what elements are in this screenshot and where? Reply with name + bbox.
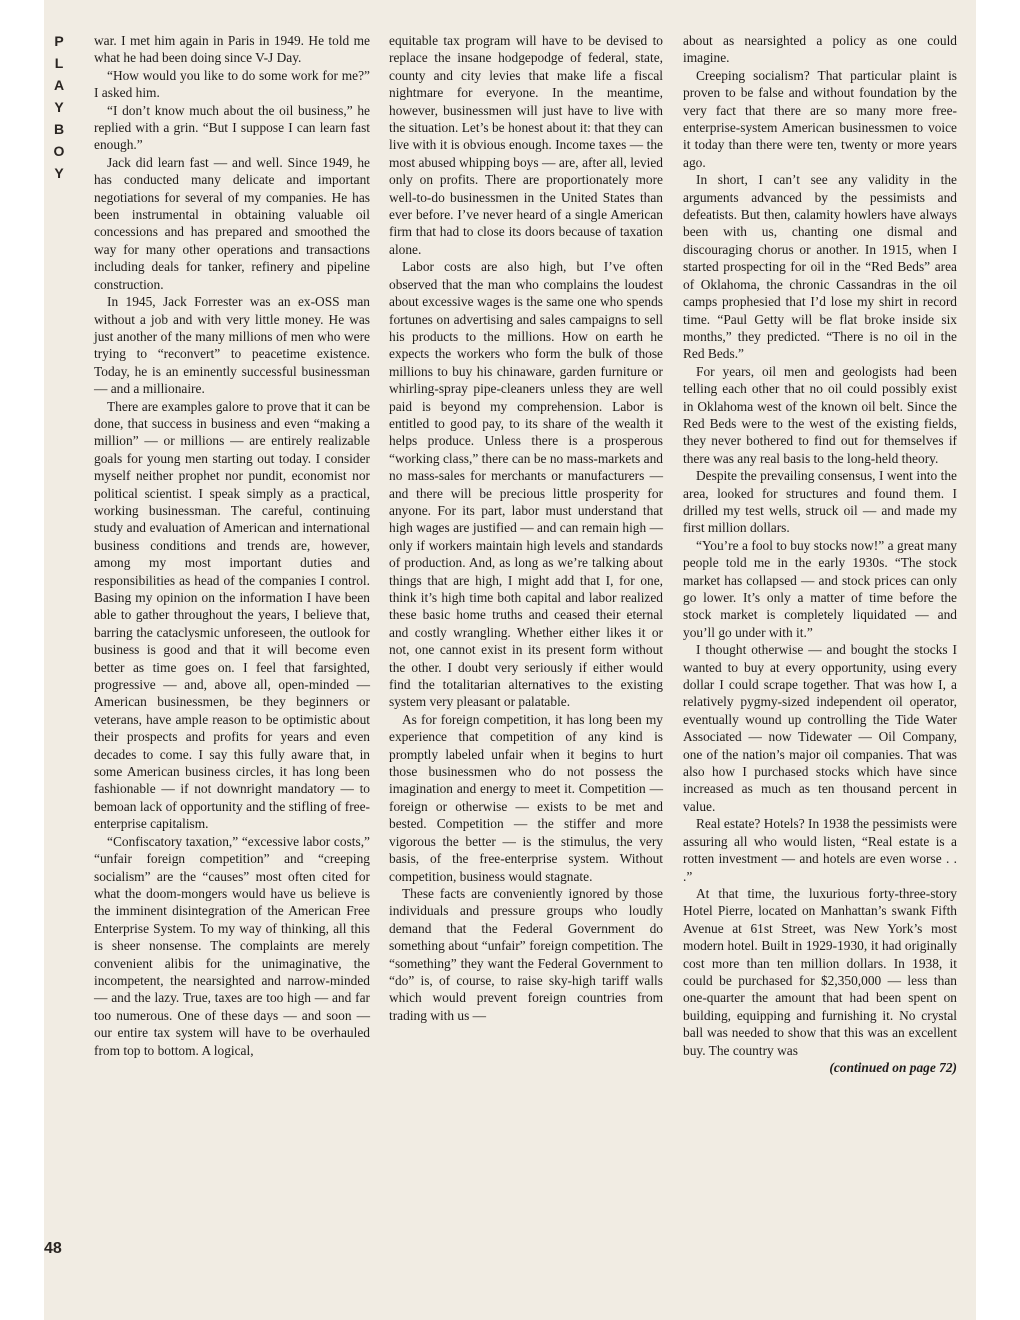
spine-letter: O [53, 143, 65, 159]
paragraph: There are examples galore to prove that it can be done, that success in business and even “making a million” — or millions — are entirely realizable goals for young men starting out today. I consider myself neither prophet nor pundit, economist nor political scientist. I speak simply as a practical, working businessman. The careful, continuing study and evaluation of American and international business conditions and trends are, however, among my most important duties and responsibilities as head of the companies I control. Basing my opinion on the information I have been able to gather throughout the years, I believe that, barring the cataclysmic unforeseen, the outlook for business is good and that it will become even better as time goes on. I feel that farsighted, progressive — and, above all, open-minded — American businessmen, be they beginners or veterans, have ample reason to be optimistic about their prospects and profits for years and even decades to come. I say this fully aware that, in some American business circles, it has long been fashionable — if not downright mandatory — to bemoan lack of opportunity and the stifling of free-enterprise capitalism. [94, 398, 370, 832]
paragraph: equitable tax program will have to be devised to replace the insane hodgepodge of federal, state, county and city levies that make life a fiscal nightmare for everyone. In the meantime, however, businessmen will just have to live with the situation. Let’s be honest about it: that they can live with it is obvious enough. Income taxes — the most abused whipping boys — are, after all, levied only on profits. There are proportionately more well-to-do businessmen in the United States than ever before. I’ve never heard of a single American firm that had to close its doors because of taxation alone. [389, 33, 663, 257]
paragraph: Jack did learn fast — and well. Since 1949, he has conducted many delicate and important negotiations for several of my companies. He has been instrumental in obtaining valuable oil concessions and has prepared and smoothed the way for many other operations and transactions including deals for tanker, refinery and pipeline construction. [94, 154, 370, 292]
paragraph: In 1945, Jack Forrester was an ex-OSS man without a job and with very little money. He was just another of the many millions of men who were trying to “reconvert” to peacetime existence. Today, he is an eminently successful businessman — and a millionaire. [94, 294, 370, 397]
paragraph: Despite the prevailing consensus, I went into the area, looked for structures and found them. I drilled my test wells, struck oil — and made my first million dollars. [683, 468, 957, 536]
paragraph: about as nearsighted a policy as one could imagine. [683, 33, 957, 66]
paragraph: These facts are conveniently ignored by those individuals and pressure groups who loudly demand that the Federal Government do something about “unfair” foreign competition. The “something” they want the Federal Government to “do” is, of course, to raise sky-high tariff walls which would prevent foreign countries from trading with us — [389, 885, 663, 1023]
paragraph: Labor costs are also high, but I’ve often observed that the man who complains the loudest about excessive wages is the same one who spends fortunes on advertising and sales campaigns to sell his products to the millions. How on earth he expects the workers who form the bulk of those millions to buy his chinaware, garden furniture or whirling-spray pipe-cleaners unless they are well paid is beyond my comprehension. Labor is entitled to good pay, to its share of the wealth it helps produce. Unless there is a prosperous “working class,” there can be no mass-markets and no mass-sales for merchants or manufacturers — and there will be precious little prosperity for anyone. For its part, labor must understand that high wages are justified — and can remain high — only if workers maintain high levels and standards of production. And, as long as we’re talking about things that are high, I might add that I, for one, think it’s high time both capital and labor realized these basic home truths and ceased their eternal and costly wrangling. Whether either likes it or not, one cannot exist in its present form without the other. I doubt very seriously if either would find the totalitarian alternatives to the existing system very pleasant or palatable. [389, 259, 663, 710]
text-column-2 [389, 32, 663, 1024]
paragraph: For years, oil men and geologists had been telling each other that no oil could possibly exist in Oklahoma west of the known oil belt. Since the Red Beds were to the west of the existing fields, they never bothered to find out for themselves if there was any real basis to the long-held theory. [683, 363, 957, 466]
magazine-spine-title [48, 34, 70, 188]
text-column-1 [94, 32, 370, 1059]
paragraph: “How would you like to do some work for me?” I asked him. [94, 67, 370, 101]
spine-letter: P [54, 33, 64, 49]
paragraph: In short, I can’t see any validity in the arguments advanced by the pessimists and defeatists. But then, calamity howlers have always been with us, chanting one dismal and discouraging chorus or another. In 1915, when I started prospecting for oil in the “Red Beds” area of Oklahoma, the chronic Cassandras in the oil camps prophesied that I’d lose my shirt in record time. “Paul Getty will be flat broke inside six months,” they predicted. “There is no oil in the Red Beds.” [683, 172, 957, 362]
continued-note: (continued on page 72) [829, 1059, 957, 1075]
page-number: 48 [44, 1240, 62, 1257]
spine-letter: A [53, 77, 65, 93]
spine-letter: Y [54, 99, 64, 115]
text-column-3 [683, 32, 957, 1076]
spine-letter: Y [54, 165, 64, 181]
paragraph: “You’re a fool to buy stocks now!” a great many people told me in the early 1930s. “The stock market has collapsed — and stock prices can only go lower. It’s only a matter of time before the stock market is completely liquidated — and you’ll go under with it.” [683, 537, 957, 640]
paragraph: “I don’t know much about the oil business,” he replied with a grin. “But I suppose I can learn fast enough.” [94, 102, 370, 153]
paragraph: Creeping socialism? That particular plaint is proven to be false and without foundation by the very fact that there are so many more free-enterprise-system American businessmen to voice it today than there were ten, twenty or more years ago. [683, 67, 957, 170]
paragraph: Real estate? Hotels? In 1938 the pessimists were assuring all who would listen, “Real estate is a rotten investment — and hotels are even worse . . .” [683, 816, 957, 884]
paragraph: As for foreign competition, it has long been my experience that competition of any kind is promptly labeled unfair when it begins to hurt those businessmen who do not possess the imagination and energy to meet it. Competition — foreign or otherwise — exists to be met and bested. Competition — the stiffer and more vigorous the better — is the stimulus, the very basis, of the free-enterprise system. Without competition, business would stagnate. [389, 711, 663, 884]
spine-letter: B [53, 121, 65, 137]
paragraph: At that time, the luxurious forty-three-story Hotel Pierre, located on Manhattan’s swank Fifth Avenue at 61st Street, was New York’s most modern hotel. Built in 1929-1930, it had originally cost more than ten million dollars. In 1938, it could be purchased for $2,350,000 — less than one-quarter the amount that had been spent on building, equipping and furnishing it. No crystal ball was needed to show that this was an excellent buy. The country was [683, 885, 957, 1058]
paragraph: “Confiscatory taxation,” “excessive labor costs,” “unfair foreign competition” and “creeping socialism” are the “causes” most often cited for what the doom-mongers would have us believe is the imminent disintegration of the American Free Enterprise System. To my way of thinking, all this is sheer nonsense. The complaints are merely convenient alibis for the unimaginative, the incompetent, the nearsighted and narrow-minded — and the lazy. True, taxes are too high — and far too numerous. One of these days — and soon — our entire tax system will have to be overhauled from top to bottom. A logical, [94, 833, 370, 1058]
paragraph: war. I met him again in Paris in 1949. He told me what he had been doing since V-J Day. [94, 33, 370, 66]
spine-letter: L [54, 55, 64, 71]
paragraph: I thought otherwise — and bought the stocks I wanted to buy at every opportunity, using every dollar I could scrape together. That was how I, a relatively pygmy-sized independent oil operator, eventually wound up controlling the Tide Water Associated — now Tidewater — Oil Company, one of the nation’s major oil companies. That was also how I purchased stocks which have since increased as much as ten thousand percent in value. [683, 642, 957, 814]
